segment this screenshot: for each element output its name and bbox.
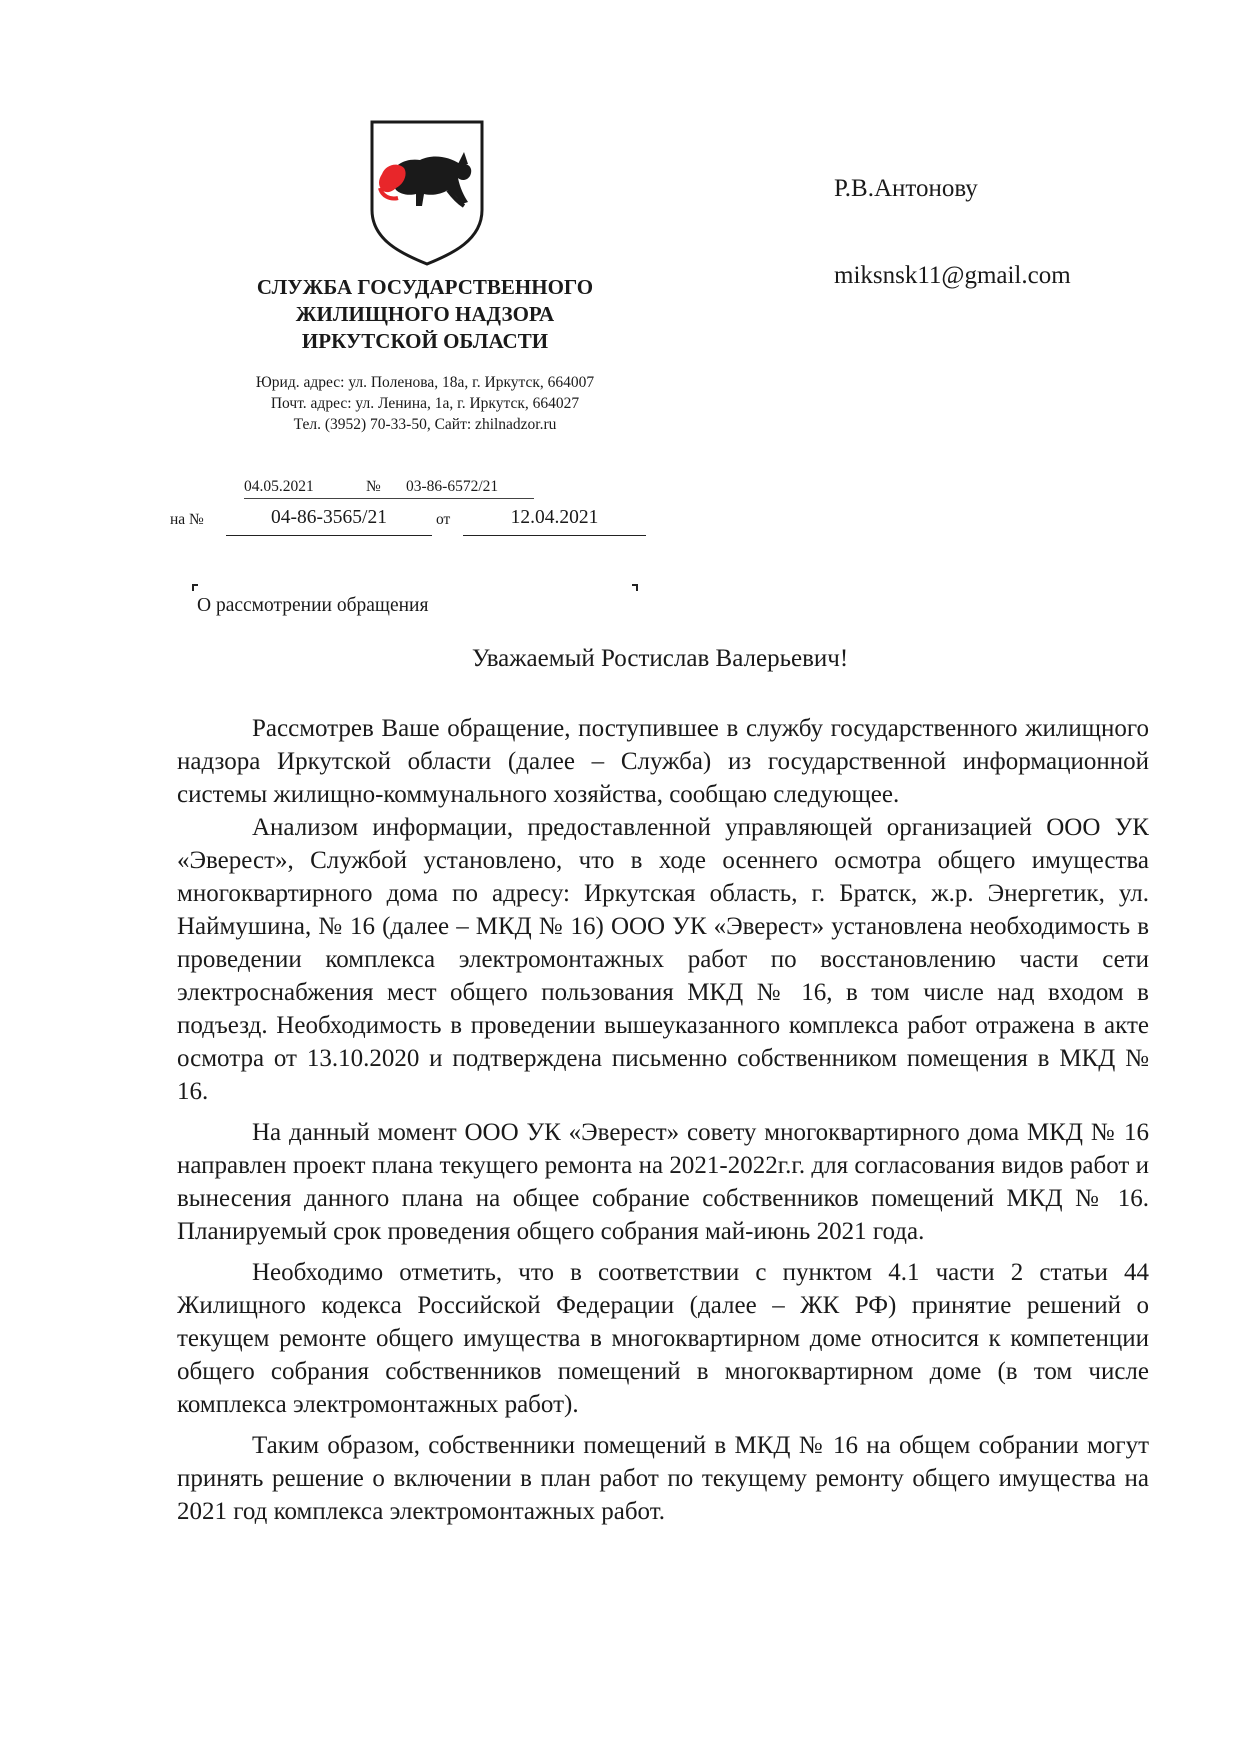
recipient-name: Р.В.Антонову <box>834 175 978 202</box>
reference-line <box>170 505 650 535</box>
reference-number-label: на № <box>170 511 204 528</box>
body-paragraph: Таким образом, собственники помещений в МКД № 16 на общем собрании могут принять решение о включении в план работ по текущему ремонту общего имущества на 2021 год комплекса электромонтажных работ. <box>177 1432 1149 1525</box>
subject-corner-right <box>632 584 638 591</box>
org-name-line: ИРКУТСКОЙ ОБЛАСТИ <box>301 329 549 353</box>
letter-body <box>177 712 1149 1528</box>
recipient-email: miksnsk11@gmail.com <box>834 262 1071 289</box>
registration-number-label: № <box>366 478 381 495</box>
registration-line <box>244 478 534 499</box>
legal-address: Юрид. адрес: ул. Поленова, 18а, г. Иркутск, 664007 <box>255 374 595 391</box>
registration-number: 03-86-6572/21 <box>406 478 499 495</box>
registration-date: 04.05.2021 <box>244 478 314 495</box>
body-paragraph: На данный момент ООО УК «Эверест» совету многоквартирного дома МКД № 16 направлен проект плана текущего ремонта на 2021-2022г.г. для согласования видов работ и вынесения данного плана на общее собрание собственников помещений МКД № 16. Планируемый срок проведения общего собрания май-июнь 2021 года. <box>177 1119 1149 1245</box>
salutation: Уважаемый Ростислав Валерьевич! <box>471 645 849 672</box>
body-paragraph: Рассмотрев Ваше обращение, поступившее в службу государственного жилищного надзора Иркутской области (далее – Служба) из государственной информационной системы жилищно-коммунального хозяйства, сообщаю следующее. <box>177 715 1149 808</box>
body-paragraph: Анализом информации, предоставленной управляющей организацией ООО УК «Эверест», Службой установлено, что в ходе осеннего осмотра общего имущества многоквартирного дома по адресу: Иркутская область, г. Братск, ж.р. Энергетик, ул. Наймушина, № 16 (далее – МКД № 16) ООО УК «Эверест» установлена необходимость в проведении комплекса электромонтажных работ по восстановлению части сети электроснабжения мест общего пользования МКД № 16, в том числе над входом в подъезд. Необходимость в проведении вышеуказанного комплекса работ отражена в акте осмотра от 13.10.2020 и подтверждена письменно собственником помещения в МКД № 16. <box>177 814 1149 1105</box>
reference-number: 04-86-3565/21 <box>226 507 432 536</box>
body-paragraph: Необходимо отметить, что в соответствии с пунктом 4.1 части 2 статьи 44 Жилищного кодекса Российской Федерации (далее – ЖК РФ) принятие решений о текущем ремонте общего имущества в многоквартирном доме относится к компетенции общего собрания собственников помещений в многоквартирном доме (в том числе комплекса электромонтажных работ). <box>177 1259 1149 1418</box>
organization-address <box>195 372 655 435</box>
letter-subject: О рассмотрении обращения <box>197 595 429 616</box>
reference-date-label: от <box>436 511 451 528</box>
reference-date: 12.04.2021 <box>463 507 646 536</box>
organization-name <box>205 274 645 355</box>
org-name-line: ЖИЛИЩНОГО НАДЗОРА <box>295 302 555 326</box>
subject-corner-left <box>192 584 198 591</box>
contact-info: Тел. (3952) 70-33-50, Сайт: zhilnadzor.ru <box>293 416 557 433</box>
org-name-line: СЛУЖБА ГОСУДАРСТВЕННОГО <box>256 275 594 299</box>
irkutsk-coat-of-arms-icon <box>368 118 486 266</box>
postal-address: Почт. адрес: ул. Ленина, 1а, г. Иркутск, 664027 <box>270 395 580 412</box>
